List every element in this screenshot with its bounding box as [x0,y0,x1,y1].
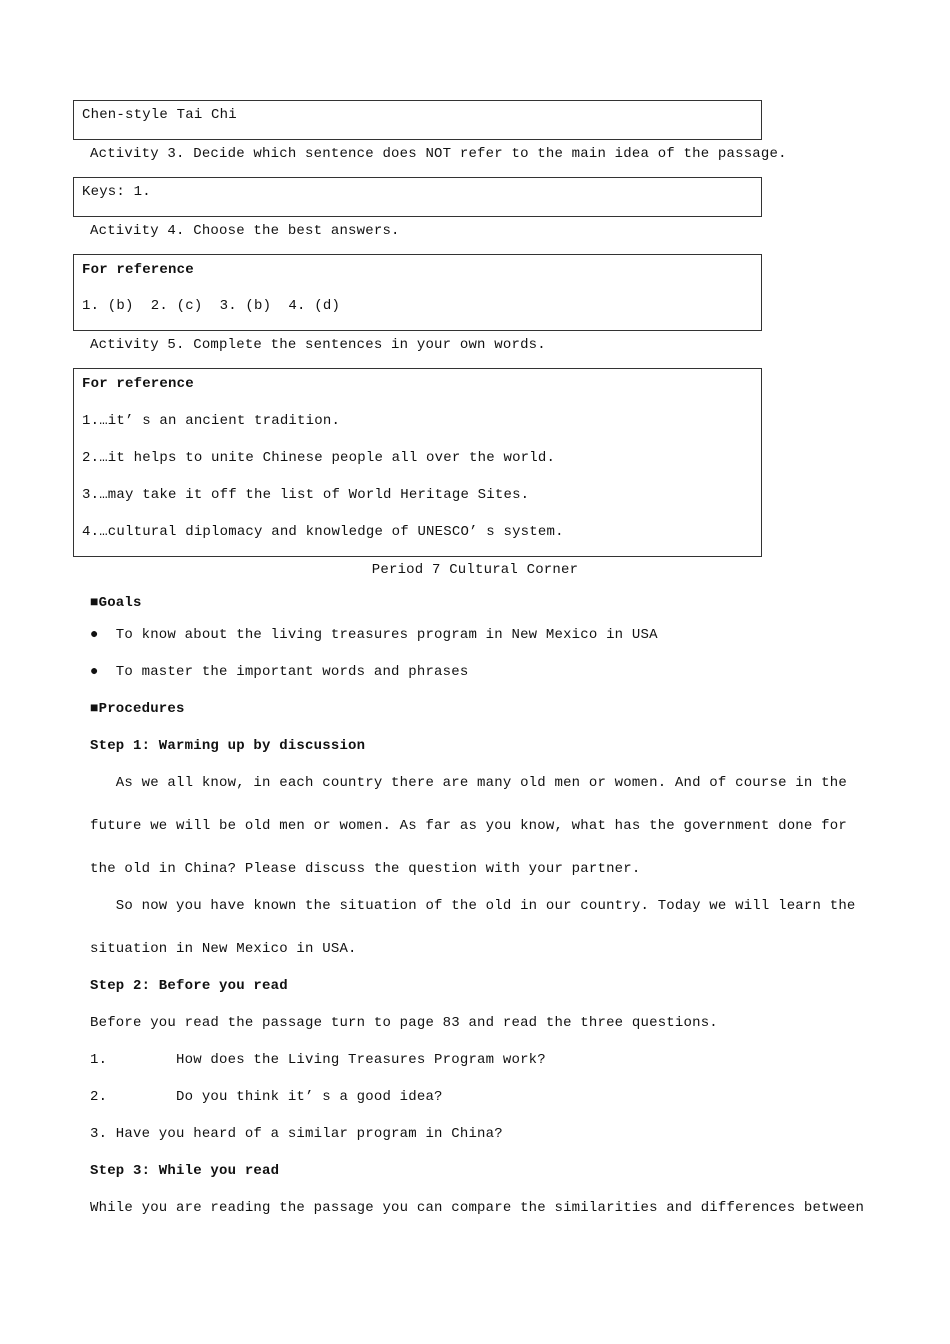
box-text: Chen-style Tai Chi [82,107,237,123]
step-1-paragraph-line: So now you have known the situation of the old in our country. Today we will learn the [90,898,856,914]
answer-box-keys [73,177,762,217]
step-2-question: 3. Have you heard of a similar program in China? [90,1126,503,1142]
reference-line: 3.…may take it off the list of World Heritage Sites. [82,487,530,503]
step-1-heading: Step 1: Warming up by discussion [90,738,366,754]
step-2-heading: Step 2: Before you read [90,978,288,994]
answer-box-chen-style [73,100,762,140]
reference-line: 1.…it’ s an ancient tradition. [82,413,341,429]
step-3-text: While you are reading the passage you can compare the similarities and differences between [90,1200,865,1216]
goal-item: ● To master the important words and phrases [90,664,469,680]
step-3-heading: Step 3: While you read [90,1163,280,1179]
period-title: Period 7 Cultural Corner [371,562,579,578]
activity-3-instruction: Activity 3. Decide which sentence does NOT refer to the main idea of the passage. [90,146,787,162]
reference-line: 2.…it helps to unite Chinese people all over the world. [82,450,556,466]
reference-heading: For reference [82,262,194,278]
keys-text: Keys: 1. [82,184,151,200]
step-2-question: 2. Do you think it’ s a good idea? [90,1089,443,1105]
activity-5-instruction: Activity 5. Complete the sentences in your own words. [90,337,546,353]
reference-box-activity-4 [73,254,762,331]
step-2-intro: Before you read the passage turn to page 83 and read the three questions. [90,1015,718,1031]
step-1-paragraph-line: future we will be old men or women. As far as you know, what has the government done for [90,818,847,834]
step-1-paragraph-line: the old in China? Please discuss the question with your partner. [90,861,641,877]
step-1-paragraph-line: As we all know, in each country there are many old men or women. And of course in the [90,775,847,791]
goals-heading: ■Goals [90,595,142,611]
reference-answers: 1. (b) 2. (c) 3. (b) 4. (d) [82,298,341,314]
goal-item: ● To know about the living treasures program in New Mexico in USA [90,627,658,643]
reference-box-activity-5 [73,368,762,557]
reference-line: 4.…cultural diplomacy and knowledge of UNESCO’ s system. [82,524,564,540]
step-1-paragraph-line: situation in New Mexico in USA. [90,941,357,957]
procedures-heading: ■Procedures [90,701,185,717]
reference-heading: For reference [82,376,194,392]
step-2-question: 1. How does the Living Treasures Program work? [90,1052,546,1068]
activity-4-instruction: Activity 4. Choose the best answers. [90,223,400,239]
